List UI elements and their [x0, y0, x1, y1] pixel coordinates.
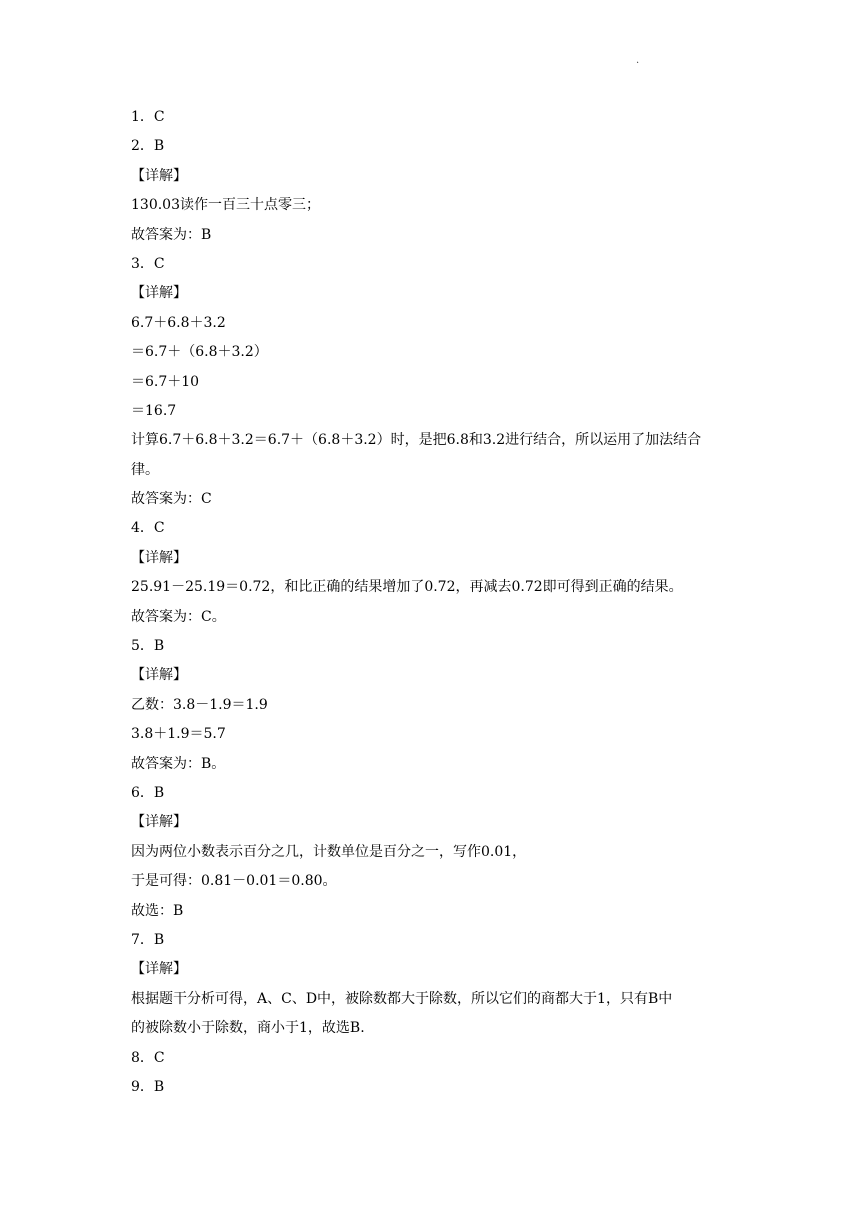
answer-content	[131, 103, 731, 1102]
equation-line: 3.8＋1.9＝5.7	[131, 726, 226, 743]
explanation-line: 计算6.7＋6.8＋3.2＝6.7＋（6.8＋3.2）时，是把6.8和3.2进行结合，所以运用了加法结合	[131, 432, 702, 449]
explanation-line: 的被除数小于除数，商小于1，故选B.	[131, 1020, 365, 1037]
section-heading: 【详解】	[131, 961, 187, 978]
header-mark: .	[636, 55, 640, 66]
section-heading: 【详解】	[131, 814, 187, 831]
section-heading: 【详解】	[131, 167, 187, 184]
section-heading: 【详解】	[131, 549, 187, 566]
explanation-line: 130.03读作一百三十点零三；	[131, 197, 320, 214]
conclusion-line: 故答案为：B	[131, 226, 212, 243]
conclusion-line: 故答案为：C	[131, 491, 212, 508]
conclusion-line: 故选：B	[131, 902, 184, 919]
answer-line: 7．B	[131, 931, 165, 948]
explanation-line: 25.91－25.19＝0.72，和比正确的结果增加了0.72，再减去0.72即可得到正确的结果。	[131, 579, 683, 596]
equation-line: 6.7＋6.8＋3.2	[131, 314, 226, 331]
explanation-line: 因为两位小数表示百分之几，计数单位是百分之一，写作0.01，	[131, 843, 527, 860]
section-heading: 【详解】	[131, 285, 187, 302]
explanation-line: 于是可得：0.81－0.01＝0.80。	[131, 873, 337, 890]
explanation-line: 律。	[131, 461, 159, 478]
explanation-line: 根据题干分析可得，A、C、D中，被除数都大于除数，所以它们的商都大于1，只有B中	[131, 990, 673, 1007]
equation-line: ＝6.7＋10	[131, 373, 200, 390]
equation-line: ＝16.7	[131, 402, 177, 419]
answer-line: 4．C	[131, 520, 165, 537]
equation-line: ＝6.7＋（6.8＋3.2）	[131, 344, 268, 361]
answer-line: 2．B	[131, 138, 165, 155]
answer-line: 3．C	[131, 255, 165, 272]
conclusion-line: 故答案为：C。	[131, 608, 226, 625]
answer-line: 1．C	[131, 109, 165, 125]
answer-line: 5．B	[131, 638, 165, 655]
answer-line: 6．B	[131, 784, 165, 801]
answer-line: 9．B	[131, 1078, 165, 1095]
conclusion-line: 故答案为：B。	[131, 755, 226, 772]
answer-line: 8．C	[131, 1049, 165, 1066]
equation-line: 乙数：3.8－1.9＝1.9	[131, 696, 268, 713]
section-heading: 【详解】	[131, 667, 187, 684]
